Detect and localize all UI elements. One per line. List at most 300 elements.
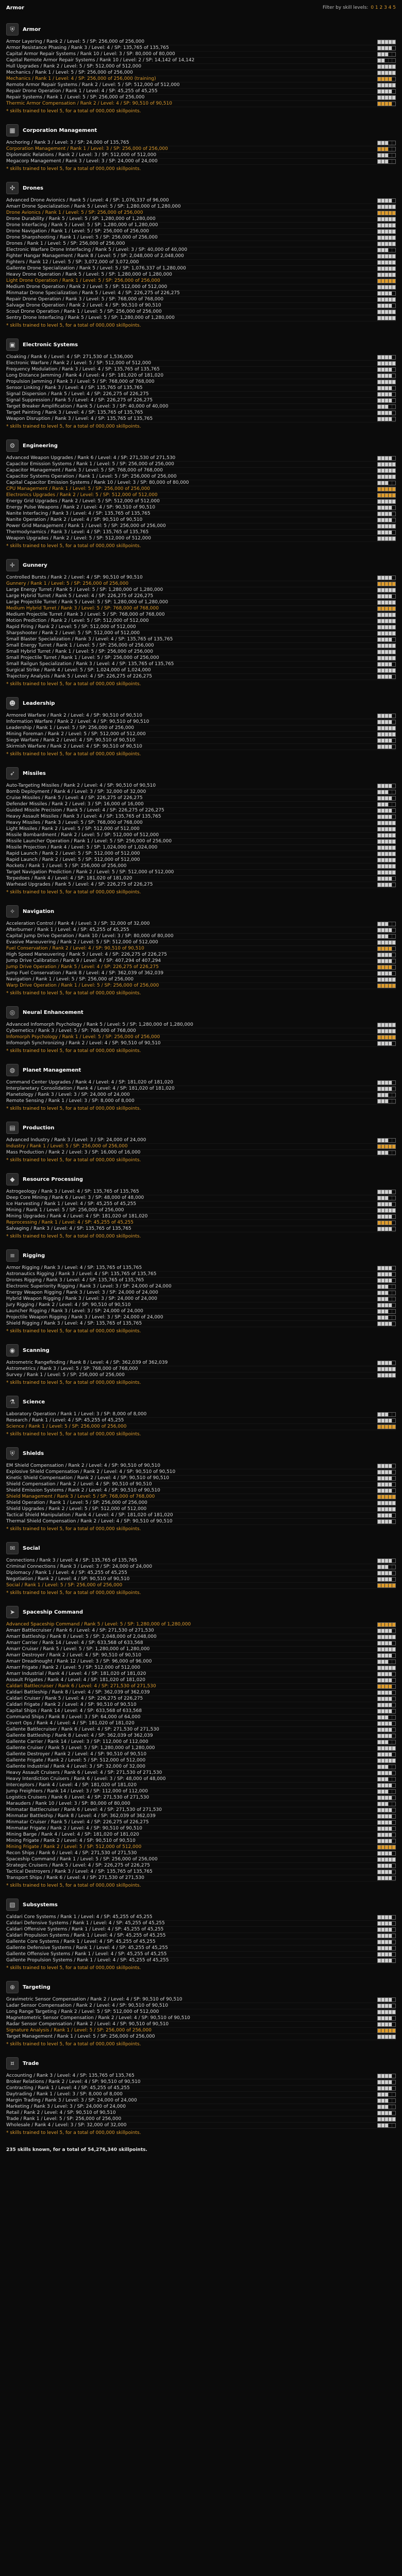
skill-row[interactable]	[6, 795, 396, 802]
skill-row[interactable]	[6, 1640, 396, 1647]
skill-row[interactable]	[6, 1500, 396, 1506]
skill-row[interactable]	[6, 367, 396, 373]
skill-row[interactable]	[6, 1801, 396, 1807]
skill-row[interactable]	[6, 499, 396, 505]
skill-row[interactable]	[6, 76, 396, 82]
skill-row[interactable]	[6, 637, 396, 643]
skill-row[interactable]	[6, 1022, 396, 1028]
skill-row[interactable]	[6, 1315, 396, 1321]
skill-row[interactable]	[6, 1463, 396, 1469]
skill-row[interactable]	[6, 1482, 396, 1488]
skill-row[interactable]	[6, 668, 396, 674]
skill-text: Jump Drive Calibration / Rank 9 / Level: 4 / SP: 407,294 of 407,294	[6, 958, 161, 963]
skill-row[interactable]	[6, 1272, 396, 1278]
skill-row[interactable]	[6, 789, 396, 795]
skill-row[interactable]	[6, 1745, 396, 1752]
level-box	[385, 669, 389, 672]
skill-row[interactable]	[6, 1424, 396, 1430]
skill-row[interactable]	[6, 361, 396, 367]
level-box	[385, 1858, 389, 1861]
skill-row[interactable]	[6, 1671, 396, 1677]
skill-row[interactable]	[6, 468, 396, 474]
skill-row[interactable]	[6, 1570, 396, 1577]
skill-row[interactable]	[6, 1080, 396, 1086]
skill-row[interactable]	[6, 1708, 396, 1715]
skill-text: Gallente Cruiser / Rank 5 / Level: 5 / SP: 1,280,000 of 1,280,000	[6, 1745, 155, 1751]
level-box	[385, 1796, 389, 1800]
level-box	[385, 1565, 389, 1569]
skill-row[interactable]	[6, 1086, 396, 1092]
skill-row[interactable]	[6, 1309, 396, 1315]
skill-row[interactable]	[6, 600, 396, 606]
level-box	[381, 840, 385, 843]
skill-level-indicator	[377, 1647, 396, 1652]
skill-row[interactable]	[6, 927, 396, 934]
skill-row[interactable]	[6, 1583, 396, 1589]
skill-row[interactable]	[6, 802, 396, 808]
category-header[interactable]	[6, 697, 396, 710]
skill-row[interactable]	[6, 1927, 396, 1933]
skill-row[interactable]	[6, 1558, 396, 1564]
category-header[interactable]	[6, 558, 396, 572]
skill-row[interactable]	[6, 2086, 396, 2092]
skill-row[interactable]	[6, 398, 396, 404]
skill-row[interactable]	[6, 2015, 396, 2022]
skill-row[interactable]	[6, 1372, 396, 1379]
category-section	[6, 767, 396, 895]
skill-row[interactable]	[6, 839, 396, 845]
skill-row[interactable]	[6, 1208, 396, 1214]
category-header[interactable]	[6, 2057, 396, 2070]
skill-row[interactable]	[6, 1150, 396, 1156]
skill-row[interactable]	[6, 1875, 396, 1882]
skill-row[interactable]	[6, 1921, 396, 1927]
skill-row[interactable]	[6, 297, 396, 303]
skill-row[interactable]	[6, 1195, 396, 1201]
skill-row[interactable]	[6, 1628, 396, 1634]
skill-row[interactable]	[6, 1564, 396, 1570]
skill-row[interactable]	[6, 1302, 396, 1309]
category-header[interactable]	[6, 1980, 396, 1994]
skill-row[interactable]	[6, 1366, 396, 1372]
level-box	[381, 644, 385, 648]
skill-row[interactable]	[6, 870, 396, 876]
skill-row[interactable]	[6, 1513, 396, 1519]
level-box	[385, 745, 389, 749]
level-box	[378, 1716, 381, 1719]
skill-row[interactable]	[6, 204, 396, 210]
skill-level-indicator	[377, 928, 396, 933]
skill-row[interactable]	[6, 725, 396, 732]
category-header[interactable]	[6, 1605, 396, 1619]
category-header[interactable]	[6, 1344, 396, 1357]
level-box	[378, 1916, 381, 1919]
skill-row[interactable]	[6, 309, 396, 315]
skill-row[interactable]	[6, 952, 396, 958]
skill-row[interactable]	[6, 152, 396, 159]
skill-row[interactable]	[6, 354, 396, 361]
skill-row[interactable]	[6, 1519, 396, 1525]
level-box	[378, 399, 381, 402]
skill-row[interactable]	[6, 612, 396, 618]
level-box	[378, 625, 381, 629]
skill-row[interactable]	[6, 241, 396, 247]
skill-row[interactable]	[6, 1684, 396, 1690]
skill-row[interactable]	[6, 1412, 396, 1418]
skill-text: Hybrid Weapon Rigging / Rank 3 / Level: 3 / SP: 24,000 of 24,000	[6, 1296, 158, 1301]
skill-row[interactable]	[6, 713, 396, 719]
skill-row[interactable]	[6, 587, 396, 594]
level-box	[392, 224, 395, 227]
category-header[interactable]	[6, 1898, 396, 1911]
skill-row[interactable]	[6, 2092, 396, 2098]
category-header[interactable]	[6, 1121, 396, 1134]
skill-row[interactable]	[6, 1820, 396, 1826]
skill-row[interactable]	[6, 581, 396, 587]
skill-row[interactable]	[6, 410, 396, 416]
skill-row[interactable]	[6, 2079, 396, 2086]
skill-row[interactable]	[6, 1997, 396, 2003]
skill-row[interactable]	[6, 845, 396, 851]
level-box	[381, 1477, 385, 1480]
skill-row[interactable]	[6, 1476, 396, 1482]
skill-row[interactable]	[6, 1494, 396, 1500]
skill-row[interactable]	[6, 1795, 396, 1801]
level-box	[378, 456, 381, 460]
level-box	[385, 217, 389, 221]
level-box	[385, 1864, 389, 1868]
skill-level-indicator	[377, 1558, 396, 1563]
category-header[interactable]	[6, 1395, 396, 1409]
category-header[interactable]	[6, 439, 396, 452]
skill-row[interactable]	[6, 863, 396, 870]
category-header[interactable]	[6, 124, 396, 137]
skill-row[interactable]	[6, 964, 396, 971]
skill-row[interactable]	[6, 2022, 396, 2028]
skill-row[interactable]	[6, 198, 396, 204]
skill-row[interactable]	[6, 2116, 396, 2123]
skill-row[interactable]	[6, 732, 396, 738]
skill-row[interactable]	[6, 58, 396, 64]
skill-row[interactable]	[6, 1826, 396, 1832]
skill-row[interactable]	[6, 2123, 396, 2129]
skill-row[interactable]	[6, 1945, 396, 1952]
level-box	[389, 1559, 392, 1563]
skill-row[interactable]	[6, 1284, 396, 1290]
skill-row[interactable]	[6, 1653, 396, 1659]
skill-row[interactable]	[6, 1506, 396, 1513]
skill-row[interactable]	[6, 2034, 396, 2040]
skill-row[interactable]	[6, 517, 396, 523]
skill-row[interactable]	[6, 1469, 396, 1476]
skill-row[interactable]	[6, 1220, 396, 1226]
skill-row[interactable]	[6, 1838, 396, 1844]
category-header[interactable]	[6, 1063, 396, 1077]
skill-row[interactable]	[6, 618, 396, 624]
skill-row[interactable]	[6, 882, 396, 888]
skill-row[interactable]	[6, 1278, 396, 1284]
skill-row[interactable]	[6, 1933, 396, 1939]
skill-row[interactable]	[6, 1418, 396, 1424]
skill-row[interactable]	[6, 486, 396, 493]
level-box	[389, 2087, 392, 2090]
skill-row[interactable]	[6, 1577, 396, 1583]
skill-row[interactable]	[6, 814, 396, 820]
skill-row[interactable]	[6, 1844, 396, 1851]
skill-row[interactable]	[6, 291, 396, 297]
skill-row[interactable]	[6, 266, 396, 272]
skill-row[interactable]	[6, 719, 396, 725]
skill-row[interactable]	[6, 379, 396, 385]
skill-row[interactable]	[6, 223, 396, 229]
skill-row[interactable]	[6, 1214, 396, 1220]
skill-row[interactable]	[6, 1733, 396, 1739]
skill-row[interactable]	[6, 940, 396, 946]
skill-row[interactable]	[6, 857, 396, 863]
skill-row[interactable]	[6, 1144, 396, 1150]
skill-row[interactable]	[6, 247, 396, 253]
skill-row[interactable]	[6, 1776, 396, 1783]
skill-row[interactable]	[6, 2009, 396, 2015]
skill-row[interactable]	[6, 631, 396, 637]
skill-row[interactable]	[6, 1789, 396, 1795]
skill-row[interactable]	[6, 1290, 396, 1296]
skill-row[interactable]	[6, 833, 396, 839]
skill-row[interactable]	[6, 738, 396, 744]
skill-row[interactable]	[6, 1958, 396, 1964]
skill-row[interactable]	[6, 385, 396, 392]
skill-row[interactable]	[6, 744, 396, 750]
skill-row[interactable]	[6, 1832, 396, 1838]
skill-row[interactable]	[6, 315, 396, 321]
skill-row[interactable]	[6, 851, 396, 857]
skill-row[interactable]	[6, 493, 396, 499]
skill-row[interactable]	[6, 1138, 396, 1144]
skill-row[interactable]	[6, 1939, 396, 1945]
skill-row[interactable]	[6, 1914, 396, 1921]
skill-row[interactable]	[6, 2073, 396, 2079]
skill-row[interactable]	[6, 2003, 396, 2009]
level-box	[378, 1864, 381, 1868]
skill-row[interactable]	[6, 70, 396, 76]
skill-text: Gallente Battleship / Rank 8 / Level: 4 / SP: 362,039 of 362,039	[6, 1733, 153, 1738]
skill-row[interactable]	[6, 606, 396, 612]
skill-row[interactable]	[6, 480, 396, 486]
skill-row[interactable]	[6, 1851, 396, 1857]
skill-row[interactable]	[6, 1677, 396, 1684]
skill-row[interactable]	[6, 1715, 396, 1721]
category-header[interactable]	[6, 1006, 396, 1019]
skill-row[interactable]	[6, 977, 396, 983]
skill-row[interactable]	[6, 1665, 396, 1671]
skill-row[interactable]	[6, 95, 396, 101]
skill-row[interactable]	[6, 82, 396, 89]
level-box	[392, 1036, 395, 1039]
skill-row[interactable]	[6, 1857, 396, 1863]
skill-row[interactable]	[6, 1690, 396, 1696]
skill-row[interactable]	[6, 64, 396, 70]
skill-row[interactable]	[6, 921, 396, 927]
skill-row[interactable]	[6, 971, 396, 977]
skill-row[interactable]	[6, 1622, 396, 1628]
skill-row[interactable]	[6, 146, 396, 152]
skill-row[interactable]	[6, 216, 396, 223]
category-section	[6, 1344, 396, 1386]
skill-row[interactable]	[6, 662, 396, 668]
skill-row[interactable]	[6, 1659, 396, 1665]
skill-row[interactable]	[6, 455, 396, 462]
skill-row[interactable]	[6, 416, 396, 422]
level-box	[389, 506, 392, 510]
skill-row[interactable]	[6, 1952, 396, 1958]
skill-row[interactable]	[6, 474, 396, 480]
level-box	[389, 399, 392, 402]
skill-row[interactable]	[6, 1702, 396, 1708]
skill-row[interactable]	[6, 1226, 396, 1232]
skill-row[interactable]	[6, 404, 396, 410]
category-header[interactable]	[6, 905, 396, 918]
skill-row[interactable]	[6, 284, 396, 291]
skill-row[interactable]	[6, 536, 396, 542]
skill-row[interactable]	[6, 511, 396, 517]
skill-row[interactable]	[6, 958, 396, 964]
skill-row[interactable]	[6, 783, 396, 789]
skill-row[interactable]	[6, 2110, 396, 2116]
skill-row[interactable]	[6, 1739, 396, 1745]
skill-row[interactable]	[6, 624, 396, 631]
skill-row[interactable]	[6, 1321, 396, 1327]
skill-row[interactable]	[6, 826, 396, 833]
level-box	[385, 1483, 389, 1486]
skill-row[interactable]	[6, 1201, 396, 1208]
skill-row[interactable]	[6, 1647, 396, 1653]
skill-row[interactable]	[6, 462, 396, 468]
skill-row[interactable]	[6, 392, 396, 398]
skill-row[interactable]	[6, 1035, 396, 1041]
skill-row[interactable]	[6, 594, 396, 600]
level-box	[389, 1709, 392, 1713]
level-box	[381, 1145, 385, 1148]
level-box	[385, 147, 389, 151]
skill-row[interactable]	[6, 303, 396, 309]
skill-level-indicator	[377, 1519, 396, 1524]
skill-row[interactable]	[6, 210, 396, 216]
skill-text: Planetology / Rank 3 / Level: 3 / SP: 24,000 of 24,000	[6, 1092, 130, 1097]
skill-row[interactable]	[6, 1265, 396, 1272]
skill-row[interactable]	[6, 89, 396, 95]
category-header[interactable]	[6, 767, 396, 780]
skill-level-indicator	[377, 1940, 396, 1944]
skill-row[interactable]	[6, 1721, 396, 1727]
skill-row[interactable]	[6, 1360, 396, 1366]
skill-row[interactable]	[6, 260, 396, 266]
skill-row[interactable]	[6, 1696, 396, 1702]
category-header[interactable]	[6, 1173, 396, 1186]
level-box	[381, 469, 385, 472]
skill-row[interactable]	[6, 1634, 396, 1640]
skill-row[interactable]	[6, 1092, 396, 1098]
skill-row[interactable]	[6, 39, 396, 45]
skill-row[interactable]	[6, 1783, 396, 1789]
skill-row[interactable]	[6, 1869, 396, 1875]
skill-row[interactable]	[6, 523, 396, 530]
skill-row[interactable]	[6, 820, 396, 826]
skill-row[interactable]	[6, 808, 396, 814]
skill-row[interactable]	[6, 45, 396, 52]
skill-row[interactable]	[6, 1764, 396, 1770]
skill-row[interactable]	[6, 1727, 396, 1733]
category-header[interactable]	[6, 181, 396, 195]
level-box	[389, 537, 392, 540]
skill-row[interactable]	[6, 101, 396, 107]
skill-row[interactable]	[6, 1758, 396, 1764]
skill-row[interactable]	[6, 983, 396, 989]
level-box	[392, 1839, 395, 1843]
skill-row[interactable]	[6, 1770, 396, 1776]
category-title: Electronic Systems	[23, 342, 78, 348]
category-header[interactable]	[6, 1249, 396, 1262]
skill-text: Cloaking / Rank 6 / Level: 4 / SP: 271,530 of 1,536,000	[6, 354, 133, 360]
skill-row[interactable]	[6, 1863, 396, 1869]
skill-row[interactable]	[6, 159, 396, 165]
skill-row[interactable]	[6, 643, 396, 649]
skill-level-indicator	[377, 1740, 396, 1744]
skill-row[interactable]	[6, 2028, 396, 2034]
category-header[interactable]	[6, 1447, 396, 1460]
skill-row[interactable]	[6, 530, 396, 536]
category-header[interactable]	[6, 1541, 396, 1555]
skill-row[interactable]	[6, 1189, 396, 1195]
category-summary: * skills trained to level 5, for a total of 000,000 skillpoints.	[6, 682, 141, 687]
skill-level-indicator	[377, 1297, 396, 1301]
skill-row[interactable]	[6, 649, 396, 655]
level-box	[378, 1483, 381, 1486]
skill-row[interactable]	[6, 373, 396, 379]
skill-row[interactable]	[6, 674, 396, 680]
category-header[interactable]	[6, 338, 396, 351]
level-box	[389, 1036, 392, 1039]
skill-row[interactable]	[6, 575, 396, 581]
category-header[interactable]	[6, 23, 396, 36]
skill-row[interactable]	[6, 934, 396, 940]
skill-text: Radar Sensor Compensation / Rank 2 / Level: 4 / SP: 90,510 of 90,510	[6, 2022, 169, 2027]
filter-levels[interactable]: 0 1 2 3 4 5	[371, 5, 396, 10]
skill-row[interactable]	[6, 946, 396, 952]
skill-row[interactable]	[6, 253, 396, 260]
skill-row[interactable]	[6, 1752, 396, 1758]
skill-row[interactable]	[6, 505, 396, 511]
skill-row[interactable]	[6, 655, 396, 662]
skill-row[interactable]	[6, 229, 396, 235]
skill-row[interactable]	[6, 2104, 396, 2110]
skill-row[interactable]	[6, 1807, 396, 1814]
skill-row[interactable]	[6, 1028, 396, 1035]
skill-row[interactable]	[6, 876, 396, 882]
skill-row[interactable]	[6, 1488, 396, 1494]
skill-row[interactable]	[6, 2098, 396, 2104]
skill-row[interactable]	[6, 140, 396, 146]
skill-row[interactable]	[6, 272, 396, 278]
skill-row[interactable]	[6, 1814, 396, 1820]
level-box	[378, 411, 381, 415]
skill-row[interactable]	[6, 1098, 396, 1105]
skill-row[interactable]	[6, 1296, 396, 1302]
skill-row[interactable]	[6, 235, 396, 241]
skill-row[interactable]	[6, 1041, 396, 1047]
skill-row[interactable]	[6, 52, 396, 58]
skill-row[interactable]	[6, 278, 396, 284]
skill-level-indicator	[377, 796, 396, 801]
